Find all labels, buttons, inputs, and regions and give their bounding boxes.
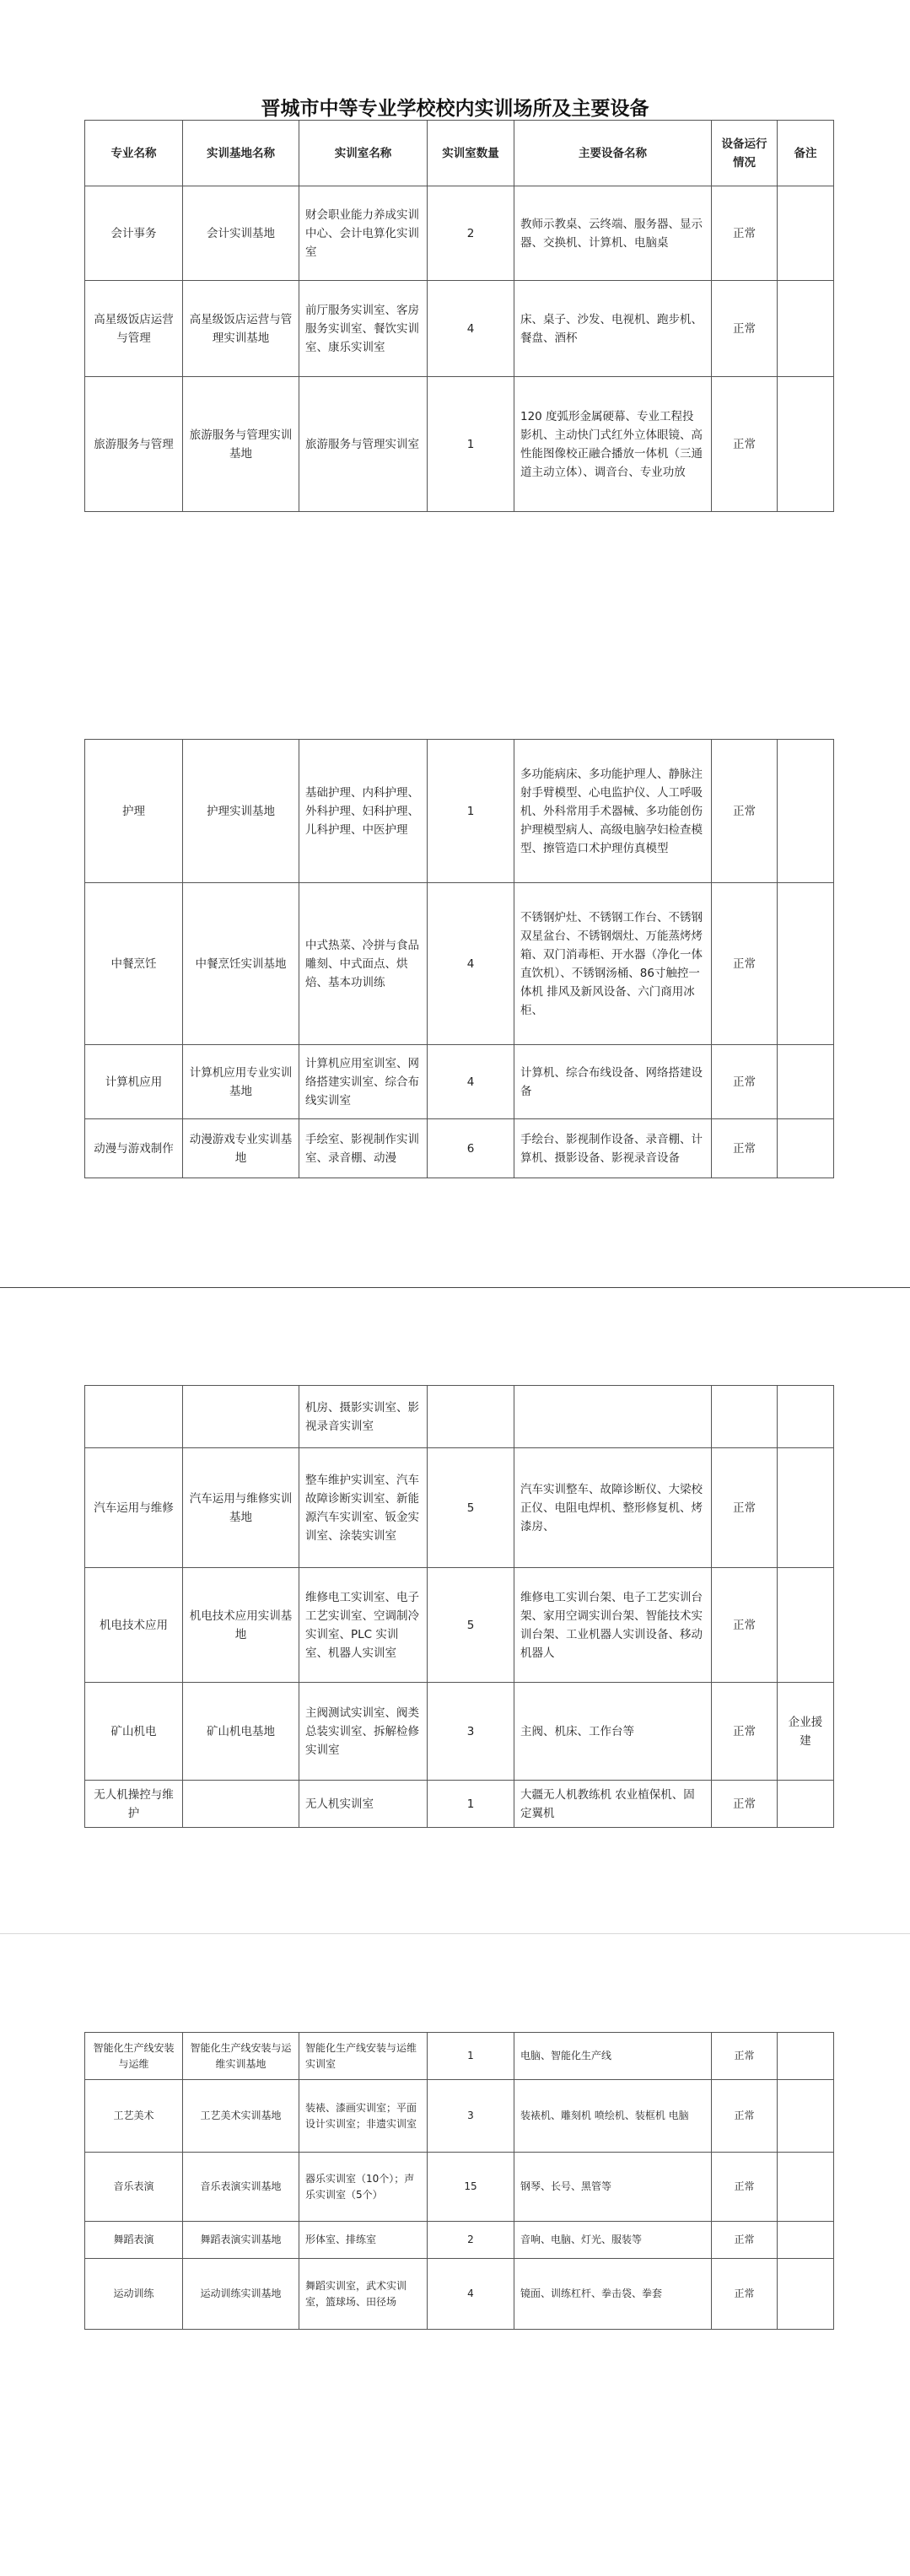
cell-remark	[778, 2153, 834, 2222]
cell-count: 4	[428, 1045, 514, 1119]
cell-major: 运动训练	[85, 2259, 183, 2330]
cell-base: 高星级饭店运营与管理实训基地	[183, 281, 299, 377]
table-row	[85, 1045, 834, 1119]
cell-equipment	[514, 1386, 712, 1448]
cell-room: 整车维护实训室、汽车故障诊断实训室、新能源汽车实训室、钣金实训室、涂装实训室	[299, 1448, 428, 1568]
cell-status: 正常	[712, 2153, 778, 2222]
table-row	[85, 1781, 834, 1828]
cell-major: 高星级饭店运营与管理	[85, 281, 183, 377]
cell-room: 手绘室、影视制作实训室、录音棚、动漫	[299, 1119, 428, 1178]
cell-remark	[778, 1781, 834, 1828]
cell-equipment: 汽车实训整车、故障诊断仪、大梁校正仪、电阻电焊机、整形修复机、烤漆房、	[514, 1448, 712, 1568]
cell-room: 无人机实训室	[299, 1781, 428, 1828]
page-divider	[0, 1933, 910, 1934]
table-row	[85, 2080, 834, 2153]
cell-equipment: 120 度弧形金属硬幕、专业工程投影机、主动快门式红外立体眼镜、高性能图像校正融合播放一体机（三通道主动立体）、调音台、专业功放	[514, 377, 712, 512]
cell-remark	[778, 377, 834, 512]
cell-status: 正常	[712, 2222, 778, 2259]
cell-count: 1	[428, 1781, 514, 1828]
cell-count	[428, 1386, 514, 1448]
header-base: 实训基地名称	[183, 121, 299, 186]
table-row	[85, 1119, 834, 1178]
cell-room: 器乐实训室（10个）；声乐实训室（5个）	[299, 2153, 428, 2222]
cell-room: 装裱、漆画实训室；平面设计实训室；非遗实训室	[299, 2080, 428, 2153]
table-row	[85, 281, 834, 377]
header-equipment: 主要设备名称	[514, 121, 712, 186]
cell-status: 正常	[712, 1781, 778, 1828]
table-row	[85, 1568, 834, 1683]
cell-base: 动漫游戏专业实训基地	[183, 1119, 299, 1178]
cell-count: 3	[428, 2080, 514, 2153]
cell-major	[85, 1386, 183, 1448]
table-segment-2	[84, 739, 834, 1178]
cell-base: 旅游服务与管理实训基地	[183, 377, 299, 512]
cell-status: 正常	[712, 281, 778, 377]
cell-room: 舞蹈实训室，武术实训室，篮球场、田径场	[299, 2259, 428, 2330]
cell-count: 1	[428, 377, 514, 512]
cell-major: 动漫与游戏制作	[85, 1119, 183, 1178]
cell-equipment: 大疆无人机教练机 农业植保机、固定翼机	[514, 1781, 712, 1828]
cell-remark	[778, 281, 834, 377]
cell-base: 护理实训基地	[183, 740, 299, 883]
cell-base: 矿山机电基地	[183, 1683, 299, 1781]
cell-room: 智能化生产线安装与运维实训室	[299, 2033, 428, 2080]
cell-base	[183, 1386, 299, 1448]
table-row	[85, 186, 834, 281]
cell-room: 前厅服务实训室、客房服务实训室、餐饮实训室、康乐实训室	[299, 281, 428, 377]
training-table-1	[84, 120, 834, 512]
cell-major: 机电技术应用	[85, 1568, 183, 1683]
cell-remark	[778, 740, 834, 883]
training-table-4	[84, 2032, 834, 2330]
cell-major: 旅游服务与管理	[85, 377, 183, 512]
cell-base: 工艺美术实训基地	[183, 2080, 299, 2153]
cell-equipment: 不锈钢炉灶、不锈钢工作台、不锈钢双星盆台、不锈钢烟灶、万能蒸烤烤箱、双门消毒柜、开水器（净化一体直饮机）、不锈钢汤桶、86寸触控一体机 排风及新风设备、六门商用冰柜、	[514, 883, 712, 1045]
cell-status	[712, 1386, 778, 1448]
cell-major: 矿山机电	[85, 1683, 183, 1781]
cell-remark	[778, 1568, 834, 1683]
cell-base	[183, 1781, 299, 1828]
cell-major: 计算机应用	[85, 1045, 183, 1119]
cell-room: 机房、摄影实训室、影视录音实训室	[299, 1386, 428, 1448]
table-segment-4	[84, 2032, 834, 2330]
cell-room: 形体室、排练室	[299, 2222, 428, 2259]
cell-count: 5	[428, 1448, 514, 1568]
table-row	[85, 883, 834, 1045]
table-row	[85, 377, 834, 512]
cell-base: 智能化生产线安装与运维实训基地	[183, 2033, 299, 2080]
cell-room: 旅游服务与管理实训室	[299, 377, 428, 512]
header-room: 实训室名称	[299, 121, 428, 186]
cell-status: 正常	[712, 377, 778, 512]
cell-status: 正常	[712, 1568, 778, 1683]
cell-base: 机电技术应用实训基地	[183, 1568, 299, 1683]
cell-status: 正常	[712, 1045, 778, 1119]
cell-count: 5	[428, 1568, 514, 1683]
cell-equipment: 镜面、训练杠杆、拳击袋、拳套	[514, 2259, 712, 2330]
table-row	[85, 2222, 834, 2259]
cell-status: 正常	[712, 1448, 778, 1568]
cell-equipment: 手绘台、影视制作设备、录音棚、计算机、摄影设备、影视录音设备	[514, 1119, 712, 1178]
table-header-row	[85, 121, 834, 186]
cell-count: 3	[428, 1683, 514, 1781]
header-major: 专业名称	[85, 121, 183, 186]
cell-status: 正常	[712, 2080, 778, 2153]
cell-major: 会计事务	[85, 186, 183, 281]
cell-status: 正常	[712, 2033, 778, 2080]
cell-base: 中餐烹饪实训基地	[183, 883, 299, 1045]
cell-major: 中餐烹饪	[85, 883, 183, 1045]
cell-equipment: 维修电工实训台架、电子工艺实训台架、家用空调实训台架、智能技术实训台架、工业机器人实训设备、移动机器人	[514, 1568, 712, 1683]
cell-remark	[778, 186, 834, 281]
cell-status: 正常	[712, 740, 778, 883]
cell-base: 会计实训基地	[183, 186, 299, 281]
cell-remark	[778, 1448, 834, 1568]
cell-remark	[778, 883, 834, 1045]
cell-remark: 企业援建	[778, 1683, 834, 1781]
cell-remark	[778, 1045, 834, 1119]
cell-count: 4	[428, 281, 514, 377]
cell-major: 工艺美术	[85, 2080, 183, 2153]
cell-equipment: 钢琴、长号、黑管等	[514, 2153, 712, 2222]
cell-equipment: 音响、电脑、灯光、服装等	[514, 2222, 712, 2259]
cell-major: 护理	[85, 740, 183, 883]
cell-status: 正常	[712, 1119, 778, 1178]
cell-base: 音乐表演实训基地	[183, 2153, 299, 2222]
cell-room: 主阀测试实训室、阀类总装实训室、拆解检修实训室	[299, 1683, 428, 1781]
table-row	[85, 2033, 834, 2080]
cell-major: 无人机操控与维护	[85, 1781, 183, 1828]
cell-remark	[778, 2259, 834, 2330]
cell-major: 汽车运用与维修	[85, 1448, 183, 1568]
cell-count: 1	[428, 2033, 514, 2080]
cell-equipment: 计算机、综合布线设备、网络搭建设备	[514, 1045, 712, 1119]
cell-equipment: 床、桌子、沙发、电视机、跑步机、餐盘、酒杯	[514, 281, 712, 377]
table-row	[85, 1683, 834, 1781]
table-row	[85, 2259, 834, 2330]
cell-equipment: 多功能病床、多功能护理人、静脉注射手臂模型、心电监护仪、人工呼吸机、外科常用手术器械、多功能创伤护理模型病人、高级电脑孕妇检查模型、擦管造口术护理仿真模型	[514, 740, 712, 883]
cell-remark	[778, 1386, 834, 1448]
header-count: 实训室数量	[428, 121, 514, 186]
training-table-2	[84, 739, 834, 1178]
table-segment-3	[84, 1385, 834, 1828]
cell-remark	[778, 2222, 834, 2259]
cell-count: 2	[428, 186, 514, 281]
cell-remark	[778, 2033, 834, 2080]
cell-count: 6	[428, 1119, 514, 1178]
cell-equipment: 装裱机、雕刻机 喷绘机、装框机 电脑	[514, 2080, 712, 2153]
cell-count: 4	[428, 883, 514, 1045]
table-row	[85, 2153, 834, 2222]
cell-room: 维修电工实训室、电子工艺实训室、空调制冷实训室、PLC 实训室、机器人实训室	[299, 1568, 428, 1683]
training-table-3	[84, 1385, 834, 1828]
cell-major: 舞蹈表演	[85, 2222, 183, 2259]
cell-equipment: 电脑、智能化生产线	[514, 2033, 712, 2080]
page-divider	[0, 1287, 910, 1288]
cell-count: 4	[428, 2259, 514, 2330]
cell-equipment: 教师示教桌、云终端、服务器、显示器、交换机、计算机、电脑桌	[514, 186, 712, 281]
table-segment-1	[84, 120, 834, 512]
cell-major: 音乐表演	[85, 2153, 183, 2222]
table-row	[85, 1386, 834, 1448]
cell-major: 智能化生产线安装与运维	[85, 2033, 183, 2080]
cell-status: 正常	[712, 1683, 778, 1781]
header-status: 设备运行情况	[712, 121, 778, 186]
cell-status: 正常	[712, 883, 778, 1045]
document-title: 晋城市中等专业学校校内实训场所及主要设备	[261, 98, 649, 120]
cell-remark	[778, 1119, 834, 1178]
cell-room: 基础护理、内科护理、外科护理、妇科护理、儿科护理、中医护理	[299, 740, 428, 883]
cell-count: 15	[428, 2153, 514, 2222]
cell-base: 运动训练实训基地	[183, 2259, 299, 2330]
cell-room: 财会职业能力养成实训中心、会计电算化实训室	[299, 186, 428, 281]
cell-count: 2	[428, 2222, 514, 2259]
cell-equipment: 主阀、机床、工作台等	[514, 1683, 712, 1781]
cell-status: 正常	[712, 186, 778, 281]
table-row	[85, 1448, 834, 1568]
cell-count: 1	[428, 740, 514, 883]
table-row	[85, 740, 834, 883]
header-remark: 备注	[778, 121, 834, 186]
cell-room: 中式热菜、冷拼与食品雕刻、中式面点、烘焙、基本功训练	[299, 883, 428, 1045]
cell-room: 计算机应用室训室、网络搭建实训室、综合布线实训室	[299, 1045, 428, 1119]
cell-base: 舞蹈表演实训基地	[183, 2222, 299, 2259]
cell-base: 汽车运用与维修实训基地	[183, 1448, 299, 1568]
cell-status: 正常	[712, 2259, 778, 2330]
cell-base: 计算机应用专业实训基地	[183, 1045, 299, 1119]
cell-remark	[778, 2080, 834, 2153]
